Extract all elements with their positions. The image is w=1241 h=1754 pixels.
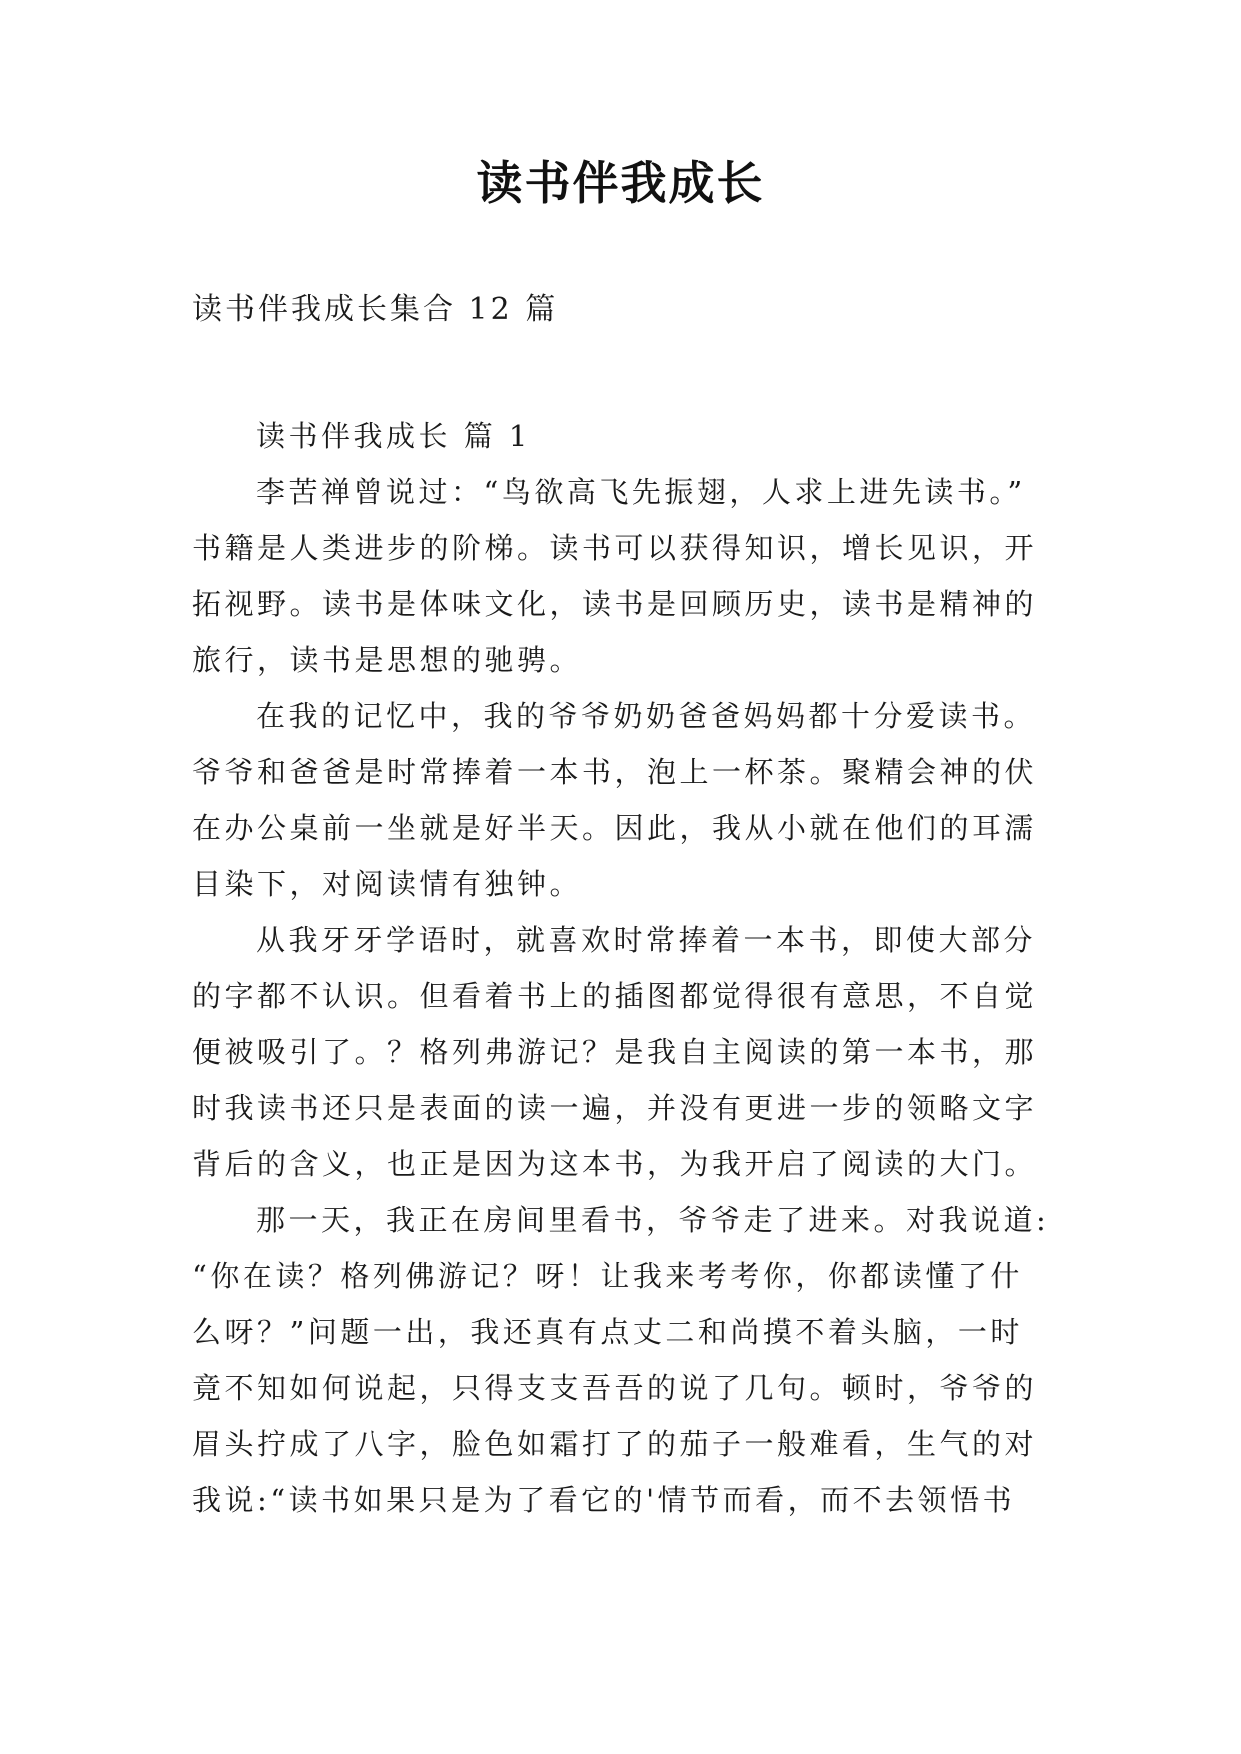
body-line: 在我的记忆中，我的爷爷奶奶爸爸妈妈都十分爱读书。	[256, 699, 1037, 733]
document-subtitle: 读书伴我成长集合 12 篇	[192, 292, 559, 327]
document-title: 读书伴我成长	[476, 156, 765, 210]
body-line: “你在读？格列佛游记？呀！让我来考考你，你都读懂了什	[192, 1259, 1023, 1293]
body-line: 背后的含义，也正是因为这本书，为我开启了阅读的大门。	[192, 1147, 1038, 1181]
body-line: 眉头拧成了八字，脸色如霜打了的茄子一般难看，生气的对	[192, 1427, 1038, 1461]
body-line: 爷爷和爸爸是时常捧着一本书，泡上一杯茶。聚精会神的伏	[192, 755, 1038, 789]
body-line: 李苦禅曾说过：“鸟欲高飞先振翅，人求上进先读书。”	[256, 475, 1026, 509]
body-line: 那一天，我正在房间里看书，爷爷走了进来。对我说道:	[256, 1203, 1050, 1237]
body-line: 竟不知如何说起，只得支支吾吾的说了几句。顿时，爷爷的	[192, 1371, 1038, 1405]
body-line: 书籍是人类进步的阶梯。读书可以获得知识，增长见识，开	[192, 531, 1038, 565]
body-line: 在办公桌前一坐就是好半天。因此，我从小就在他们的耳濡	[192, 811, 1038, 845]
body-line: 的字都不认识。但看着书上的插图都觉得很有意思，不自觉	[192, 979, 1038, 1013]
document-body	[192, 408, 1052, 1528]
body-line: 么呀？”问题一出，我还真有点丈二和尚摸不着头脑，一时	[192, 1315, 1023, 1349]
body-line: 便被吸引了。？格列弗游记？是我自主阅读的第一本书，那	[192, 1035, 1038, 1069]
body-line: 目染下，对阅读情有独钟。	[192, 867, 583, 901]
body-line: 旅行，读书是思想的驰骋。	[192, 643, 583, 677]
body-line: 时我读书还只是表面的读一遍，并没有更进一步的领略文字	[192, 1091, 1038, 1125]
body-line: 我说:“读书如果只是为了看它的'情节而看，而不去领悟书	[192, 1483, 1016, 1517]
body-line: 从我牙牙学语时，就喜欢时常捧着一本书，即使大部分	[256, 923, 1037, 957]
body-line: 读书伴我成长 篇 1	[256, 419, 531, 453]
body-line: 拓视野。读书是体味文化，读书是回顾历史，读书是精神的	[192, 587, 1038, 621]
